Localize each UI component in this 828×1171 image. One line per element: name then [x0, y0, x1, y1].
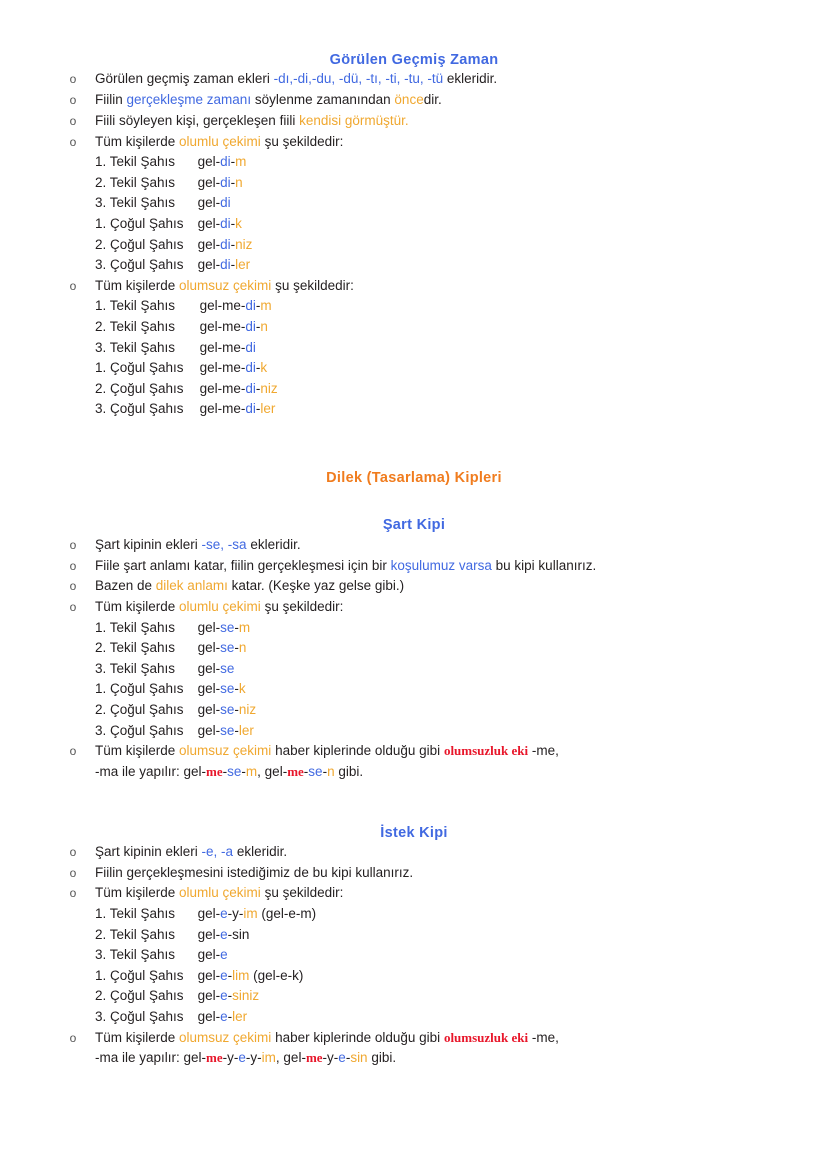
gorulen-olumlu-r3-token-1: di — [220, 215, 231, 231]
istek-olumlu-r5-token-1: e — [220, 1009, 228, 1025]
verb-form — [184, 618, 257, 639]
person-label: 2. Tekil Şahıs — [95, 640, 176, 656]
sart-olumsuz-l1-token-3: se — [227, 763, 242, 779]
list-item-olumsuz-intro — [0, 276, 828, 297]
dilek-anlami-l0-token-2: katar. (Keşke yaz gelse gibi.) — [227, 578, 405, 594]
istek-olumlu-r5-token-0: gel- — [197, 1009, 221, 1025]
person-label: 2. Tekil Şahıs — [95, 926, 176, 942]
istek-olumlu-r4-token-3: siniz — [232, 988, 260, 1004]
list-item-istek-olumsuz — [0, 1028, 828, 1069]
gorulen-olumsuz-r3-token-0: gel-me- — [199, 360, 246, 376]
person-label: 3. Çoğul Şahıs — [95, 722, 184, 738]
sart-olumsuz-l0-token-2: haber kiplerinde olduğu gibi — [271, 743, 444, 759]
verb-form — [184, 721, 257, 742]
sart-olumsuz-l1-token-6: , gel- — [257, 763, 288, 779]
table-row — [0, 986, 316, 1007]
tanik-l0-token-0: Fiili söyleyen kişi, gerçekleşen fiili — [95, 112, 300, 128]
zaman-l0-token-0: Fiilin — [95, 92, 127, 108]
gorulen-olumlu-r5-token-0: gel- — [197, 257, 221, 273]
istek-olumsuz-l1-token-10: - — [345, 1050, 351, 1066]
sart-olumsuz-l1-token-0: -ma ile yapılır: gel- — [95, 763, 207, 779]
istek-olumsuz-l1-token-11: sin — [350, 1050, 368, 1066]
sart-olumlu-r2-token-0: gel- — [197, 660, 221, 676]
sart-anlami-l0-token-2: bu kipi kullanırız. — [491, 557, 597, 573]
gorulen-olumlu-r3-token-2: - — [230, 215, 236, 231]
olumsuz-intro-l0-token-0: Tüm kişilerde — [95, 277, 180, 293]
section-istek-kipi — [0, 825, 828, 1069]
person-label: 3. Çoğul Şahıs — [95, 1009, 184, 1025]
gorulen-olumlu-r1-token-2: - — [230, 174, 236, 190]
sart-ekleri-l0-token-0: Şart kipinin ekleri — [95, 536, 202, 552]
table-row — [0, 296, 278, 317]
istek-olumlu-r3-token-2: - — [227, 967, 233, 983]
person-label: 1. Çoğul Şahıs — [95, 681, 184, 697]
olumlu-intro-l0-token-0: Tüm kişilerde — [95, 133, 180, 149]
verb-form — [184, 659, 257, 680]
sart-olumsuz-l0-token-0: Tüm kişilerde — [95, 743, 180, 759]
sart-olumlu-intro-l0-token-1: olumlu çekimi — [179, 598, 261, 614]
sart-olumlu-r4-token-3: niz — [238, 702, 257, 717]
bullet-marker-icon: o — [69, 844, 77, 859]
istek-olumsuz-l0-token-0: Tüm kişilerde — [95, 1029, 180, 1045]
table-row — [0, 379, 278, 400]
istek-olumsuz-l1-token-0: -ma ile yapılır: gel- — [95, 1050, 207, 1066]
verb-form — [184, 638, 257, 659]
istek-olumlu-r2-token-1: e — [220, 947, 228, 963]
person-label: 2. Çoğul Şahıs — [95, 380, 184, 396]
section-sart-kipi — [0, 517, 828, 782]
gorulen-olumsuz-r0-token-2: - — [255, 298, 261, 314]
istek-ekleri-l0-token-1: -e, -a — [201, 843, 234, 859]
list-item-istek-anlami — [0, 863, 828, 884]
list-item-line — [95, 863, 828, 884]
sart-olumlu-r0-token-2: - — [234, 619, 239, 635]
heading-istek-kipi: İstek Kipi — [380, 824, 448, 841]
table-row — [0, 173, 252, 194]
verb-form — [184, 925, 317, 946]
table-row — [0, 721, 256, 742]
gorulen-olumsuz-r3-token-1: di — [245, 360, 256, 376]
gorulen-olumlu-r1-token-3: n — [235, 174, 243, 190]
bullet-marker-icon: o — [69, 278, 77, 293]
istek-olumsuz-l1-token-5: im — [261, 1050, 276, 1066]
istek-olumsuz-l1-token-4: -y- — [245, 1050, 262, 1066]
table-row — [0, 317, 278, 338]
gorulen-olumsuz-r4-token-1: di — [245, 380, 256, 396]
sart-olumsuz-l1-token-2: - — [222, 763, 228, 779]
person-label: 3. Tekil Şahıs — [95, 339, 176, 355]
gorulen-olumlu-r3-token-0: gel- — [197, 215, 221, 231]
istek-ekleri-l0-token-2: ekleridir. — [233, 843, 288, 859]
list-item-sart-anlami — [0, 556, 828, 577]
istek-olumsuz-l1-token-7: me — [305, 1050, 323, 1066]
verb-form — [184, 317, 278, 338]
gorulen-olumlu-r5-token-2: - — [230, 257, 236, 273]
person-label: 1. Tekil Şahıs — [95, 154, 176, 170]
gorulen-olumlu-r1-token-1: di — [220, 174, 231, 190]
sart-olumsuz-l1-token-12: gibi. — [334, 763, 364, 779]
verb-form — [184, 214, 253, 235]
person-label: 1. Tekil Şahıs — [95, 298, 176, 314]
istek-olumsuz-l1-token-2: -y- — [222, 1050, 239, 1066]
table-row — [0, 338, 278, 359]
list-item-sart-olumlu-intro — [0, 597, 828, 618]
sart-olumlu-intro-l0-token-0: Tüm kişilerde — [95, 598, 180, 614]
sart-olumsuz-l1-token-8: - — [303, 763, 309, 779]
istek-olumlu-r2-token-0: gel- — [197, 947, 221, 963]
istek-olumlu-r0-token-0: gel- — [197, 906, 221, 922]
table-row — [0, 358, 278, 379]
sart-olumsuz-l1-token-9: se — [308, 763, 323, 779]
istek-olumsuz-l1-token-9: e — [338, 1050, 346, 1066]
person-label: 3. Çoğul Şahıs — [95, 401, 184, 417]
gorulen-olumsuz-r1-token-2: - — [255, 319, 261, 335]
istek-olumsuz-l1-token-3: e — [238, 1050, 246, 1066]
gorulen-olumlu-r4-token-2: - — [230, 236, 236, 252]
istek-olumlu-r1-token-0: gel- — [197, 926, 221, 942]
istek-ekleri-l0-token-0: Şart kipinin ekleri — [95, 843, 202, 859]
verb-form — [184, 338, 278, 359]
gorulen-olumsuz-r5-token-1: di — [245, 401, 256, 417]
person-label: 1. Tekil Şahıs — [95, 619, 176, 635]
istek-olumlu-r0-token-4: (gel-e-m) — [257, 906, 317, 922]
sart-olumlu-r2-token-1: se — [220, 660, 235, 676]
verb-form — [184, 235, 253, 256]
section-gorulen-gecmis-zaman — [0, 52, 828, 420]
list-item-olumlu-intro — [0, 132, 828, 153]
verb-form — [184, 255, 253, 276]
ekleri-l0-token-0: Görülen geçmiş zaman ekleri — [95, 71, 274, 87]
gorulen-olumsuz-r1-token-0: gel-me- — [199, 319, 246, 335]
person-label: 1. Tekil Şahıs — [95, 906, 176, 922]
olumsuz-intro-l0-token-2: şu şekildedir: — [271, 277, 354, 293]
section-dilek-kipleri — [0, 470, 828, 487]
gorulen-olumlu-r5-token-1: di — [220, 257, 231, 273]
sart-anlami-l0-token-0: Fiile şart anlamı katar, fiilin gerçekleşmesi için bir — [95, 557, 391, 573]
list-item-line — [95, 69, 828, 90]
istek-olumlu-r1-token-2: -sin — [227, 926, 250, 942]
table-row — [0, 235, 252, 256]
sart-olumsuz-l1-token-4: - — [241, 763, 246, 779]
table-row — [0, 618, 256, 639]
bullet-marker-icon: o — [69, 72, 77, 87]
list-item-line — [95, 276, 828, 297]
gorulen-olumlu-r5-token-3: ler — [235, 257, 251, 273]
tanik-l0-token-1: kendisi görmüştür. — [299, 112, 409, 128]
gorulen-olumsuz-r0-token-3: m — [260, 298, 272, 314]
table-row — [0, 945, 316, 966]
istek-olumlu-r0-token-3: im — [243, 906, 258, 922]
istek-olumlu-intro-l0-token-2: şu şekildedir: — [260, 885, 344, 901]
istek-olumlu-r4-token-1: e — [220, 988, 228, 1004]
istek-olumlu-r0-token-2: -y- — [227, 906, 244, 922]
istek-olumsuz-l0-token-2: haber kiplerinde olduğu gibi — [271, 1029, 444, 1045]
verb-form — [184, 399, 278, 420]
heading-dilek-kipleri: Dilek (Tasarlama) Kipleri — [326, 470, 502, 487]
table-row — [0, 399, 278, 420]
person-label: 3. Tekil Şahıs — [95, 195, 176, 211]
gorulen-olumsuz-r5-token-3: ler — [260, 401, 276, 417]
verb-form — [184, 966, 317, 987]
list-item-line — [95, 741, 828, 762]
gorulen-olumsuz-r5-token-2: - — [255, 401, 261, 417]
gorulen-olumlu-r0-token-1: di — [220, 154, 231, 170]
person-label: 2. Çoğul Şahıs — [95, 236, 184, 252]
verb-form — [184, 358, 278, 379]
istek-olumlu-r3-token-1: e — [220, 967, 228, 983]
list-item-line — [95, 1048, 828, 1069]
sart-olumsuz-l1-token-11: n — [327, 763, 335, 779]
list-item-line — [95, 535, 828, 556]
istek-olumsuz-l0-token-3: olumsuzluk eki — [443, 1029, 529, 1045]
sart-olumlu-r4-token-0: gel- — [197, 702, 221, 717]
bullet-list-sart-kipi-b — [0, 741, 828, 782]
dilek-anlami-l0-token-0: Bazen de — [95, 578, 156, 594]
verb-form — [184, 904, 317, 925]
olumlu-intro-l0-token-1: olumlu çekimi — [179, 133, 261, 149]
person-label: 1. Çoğul Şahıs — [95, 215, 184, 231]
conjugation-table-istek-olumlu — [0, 904, 316, 1028]
person-label: 3. Tekil Şahıs — [95, 947, 176, 963]
bullet-marker-icon: o — [69, 537, 77, 552]
sart-olumlu-r3-token-3: k — [238, 681, 246, 697]
table-row — [0, 659, 256, 680]
sart-olumsuz-l1-token-5: m — [245, 763, 258, 779]
list-item-line — [95, 762, 828, 783]
verb-form — [184, 1007, 317, 1028]
list-item-tanik — [0, 111, 828, 132]
sart-olumlu-r5-token-3: ler — [238, 722, 254, 738]
olumlu-intro-l0-token-2: şu şekildedir: — [260, 133, 344, 149]
gorulen-olumsuz-r1-token-3: n — [260, 319, 268, 335]
heading-gorulen-gecmis-zaman: Görülen Geçmiş Zaman — [329, 52, 499, 68]
bullet-marker-icon: o — [69, 579, 77, 594]
sart-olumsuz-l1-token-10: - — [322, 763, 328, 779]
istek-olumsuz-l1-token-1: me — [206, 1050, 223, 1066]
istek-olumsuz-l1-token-12: gibi. — [367, 1050, 397, 1066]
list-item-line — [95, 1028, 828, 1049]
gorulen-olumlu-r2-token-0: gel- — [197, 195, 221, 211]
list-item-sart-ekleri — [0, 535, 828, 556]
gorulen-olumsuz-r2-token-1: di — [245, 339, 256, 355]
sart-ekleri-l0-token-1: -se, -sa — [201, 536, 247, 552]
gorulen-olumsuz-r4-token-2: - — [255, 380, 261, 396]
list-item-ekleri — [0, 69, 828, 90]
verb-form — [184, 193, 253, 214]
person-label: 2. Çoğul Şahıs — [95, 988, 184, 1004]
table-row — [0, 1007, 316, 1028]
gorulen-olumlu-r0-token-2: - — [230, 154, 236, 170]
list-item-istek-ekleri — [0, 842, 828, 863]
conjugation-table-sart-olumlu — [0, 618, 256, 742]
gorulen-olumlu-r4-token-3: niz — [235, 236, 253, 252]
list-item-line — [95, 556, 828, 577]
verb-form — [184, 379, 278, 400]
gorulen-olumsuz-r3-token-2: - — [255, 360, 261, 376]
table-row — [0, 214, 252, 235]
verb-form — [184, 700, 257, 721]
gorulen-olumsuz-r0-token-0: gel-me- — [199, 298, 246, 314]
person-label: 3. Çoğul Şahıs — [95, 257, 184, 273]
istek-olumsuz-l1-token-6: , gel- — [275, 1050, 306, 1066]
bullet-marker-icon: o — [69, 134, 77, 149]
bullet-marker-icon: o — [69, 744, 77, 759]
sart-anlami-l0-token-1: koşulumuz varsa — [390, 557, 492, 573]
table-row — [0, 638, 256, 659]
dilek-anlami-l0-token-1: dilek anlamı — [155, 578, 228, 594]
list-item-line — [95, 597, 828, 618]
bullet-marker-icon: o — [69, 113, 77, 128]
bullet-marker-icon: o — [69, 865, 77, 880]
bullet-marker-icon: o — [69, 886, 77, 901]
person-label: 1. Çoğul Şahıs — [95, 967, 184, 983]
bullet-list-sart-kipi-a — [0, 535, 828, 618]
verb-form — [184, 173, 253, 194]
bullet-list-istek-kipi-a — [0, 842, 828, 904]
sart-olumlu-r1-token-3: n — [238, 640, 247, 656]
verb-form — [184, 152, 253, 173]
sart-ekleri-l0-token-2: ekleridir. — [246, 536, 301, 552]
conjugation-table-gorulen-olumlu — [0, 152, 252, 276]
ekleri-l0-token-1: -dı,-di,-du, -dü, -tı, -ti, -tu, -tü — [273, 71, 444, 87]
istek-olumlu-r3-token-0: gel- — [197, 967, 221, 983]
verb-form — [184, 986, 317, 1007]
sart-olumlu-intro-l0-token-2: şu şekildedir: — [260, 598, 344, 614]
sart-olumsuz-l1-token-7: me — [287, 763, 304, 779]
list-item-line — [95, 883, 828, 904]
table-row — [0, 255, 252, 276]
gorulen-olumsuz-r3-token-3: k — [260, 360, 268, 376]
istek-olumsuz-l0-token-4: -me, — [528, 1029, 559, 1045]
ekleri-l0-token-2: ekleridir. — [443, 71, 498, 87]
gorulen-olumlu-r0-token-0: gel- — [197, 154, 221, 170]
sart-olumlu-r0-token-1: se — [220, 619, 235, 635]
zaman-l0-token-3: önce — [394, 92, 424, 108]
sart-olumlu-r1-token-1: se — [220, 640, 235, 656]
sart-olumlu-r4-token-2: - — [234, 702, 239, 717]
sart-olumlu-r3-token-0: gel- — [197, 681, 221, 697]
table-row — [0, 152, 252, 173]
list-item-dilek-anlami — [0, 576, 828, 597]
sart-olumlu-r0-token-3: m — [238, 619, 251, 635]
gorulen-olumsuz-r2-token-0: gel-me- — [199, 339, 246, 355]
verb-form — [184, 296, 278, 317]
sart-olumsuz-l0-token-4: -me, — [528, 743, 559, 759]
conjugation-table-gorulen-olumsuz — [0, 296, 278, 420]
istek-olumlu-intro-l0-token-0: Tüm kişilerde — [95, 885, 180, 901]
person-label: 1. Çoğul Şahıs — [95, 360, 184, 376]
zaman-l0-token-1: gerçekleşme zamanı — [126, 92, 252, 108]
istek-olumlu-r3-token-4: (gel-e-k) — [249, 967, 304, 983]
zaman-l0-token-2: söylenme zamanından — [251, 92, 395, 108]
heading-sart-kipi: Şart Kipi — [382, 517, 446, 534]
list-item-istek-olumlu-intro — [0, 883, 828, 904]
verb-form — [184, 679, 257, 700]
sart-olumlu-r5-token-2: - — [234, 722, 239, 738]
gorulen-olumlu-r4-token-0: gel- — [197, 236, 221, 252]
istek-olumlu-r0-token-1: e — [220, 906, 228, 922]
sart-olumlu-r5-token-0: gel- — [197, 722, 221, 738]
list-item-zaman — [0, 90, 828, 111]
bullet-list-gorulen-gecmis-zaman-a — [0, 69, 828, 152]
sart-olumlu-r0-token-0: gel- — [197, 619, 221, 635]
sart-olumlu-r3-token-2: - — [234, 681, 239, 697]
istek-anlami-l0-token-0: Fiilin gerçekleşmesini istediğimiz de bu kipi kullanırız. — [95, 864, 414, 880]
sart-olumlu-r5-token-1: se — [220, 722, 235, 738]
table-row — [0, 700, 256, 721]
olumsuz-intro-l0-token-1: olumsuz çekimi — [179, 277, 272, 293]
istek-olumsuz-l1-token-8: -y- — [322, 1050, 339, 1066]
istek-olumsuz-l0-token-1: olumsuz çekimi — [179, 1029, 272, 1045]
sart-olumlu-r4-token-1: se — [220, 702, 235, 717]
gorulen-olumsuz-r1-token-1: di — [245, 319, 256, 335]
bullet-marker-icon: o — [69, 1030, 77, 1045]
sart-olumlu-r1-token-2: - — [234, 640, 239, 656]
gorulen-olumlu-r4-token-1: di — [220, 236, 231, 252]
istek-olumlu-r5-token-3: ler — [232, 1009, 248, 1025]
table-row — [0, 966, 316, 987]
list-item-line — [95, 842, 828, 863]
istek-olumlu-r3-token-3: lim — [232, 967, 250, 983]
gorulen-olumlu-r3-token-3: k — [235, 215, 242, 231]
gorulen-olumsuz-r5-token-0: gel-me- — [199, 401, 246, 417]
person-label: 3. Tekil Şahıs — [95, 660, 176, 676]
gorulen-olumsuz-r4-token-3: niz — [260, 380, 278, 396]
list-item-line — [95, 90, 828, 111]
list-item-line — [95, 576, 828, 597]
sart-olumsuz-l1-token-1: me — [206, 763, 223, 779]
table-row — [0, 193, 252, 214]
zaman-l0-token-4: dir. — [423, 92, 442, 108]
list-item-line — [95, 111, 828, 132]
table-row — [0, 679, 256, 700]
istek-olumlu-r4-token-0: gel- — [197, 988, 221, 1004]
gorulen-olumlu-r1-token-0: gel- — [197, 174, 221, 190]
istek-olumlu-r4-token-2: - — [227, 988, 233, 1004]
istek-olumlu-intro-l0-token-1: olumlu çekimi — [179, 885, 261, 901]
gorulen-olumlu-r2-token-1: di — [220, 195, 231, 211]
bullet-marker-icon: o — [69, 558, 77, 573]
list-item-line — [95, 132, 828, 153]
istek-olumlu-r5-token-2: - — [227, 1009, 233, 1025]
gorulen-olumlu-r0-token-3: m — [235, 154, 247, 170]
gorulen-olumsuz-r4-token-0: gel-me- — [199, 380, 246, 396]
table-row — [0, 904, 316, 925]
bullet-marker-icon: o — [69, 599, 77, 614]
sart-olumsuz-l0-token-3: olumsuzluk eki — [443, 743, 529, 759]
bullet-list-gorulen-gecmis-zaman-b — [0, 276, 828, 297]
table-row — [0, 925, 316, 946]
istek-olumlu-r1-token-1: e — [220, 926, 228, 942]
list-item-sart-olumsuz — [0, 741, 828, 782]
person-label: 2. Tekil Şahıs — [95, 174, 176, 190]
sart-olumsuz-l0-token-1: olumsuz çekimi — [179, 743, 272, 759]
bullet-marker-icon: o — [69, 93, 77, 108]
sart-olumlu-r3-token-1: se — [220, 681, 235, 697]
verb-form — [184, 945, 317, 966]
person-label: 2. Çoğul Şahıs — [95, 702, 184, 717]
person-label: 2. Tekil Şahıs — [95, 319, 176, 335]
bullet-list-istek-kipi-b — [0, 1028, 828, 1069]
sart-olumlu-r1-token-0: gel- — [197, 640, 221, 656]
gorulen-olumsuz-r0-token-1: di — [245, 298, 256, 314]
